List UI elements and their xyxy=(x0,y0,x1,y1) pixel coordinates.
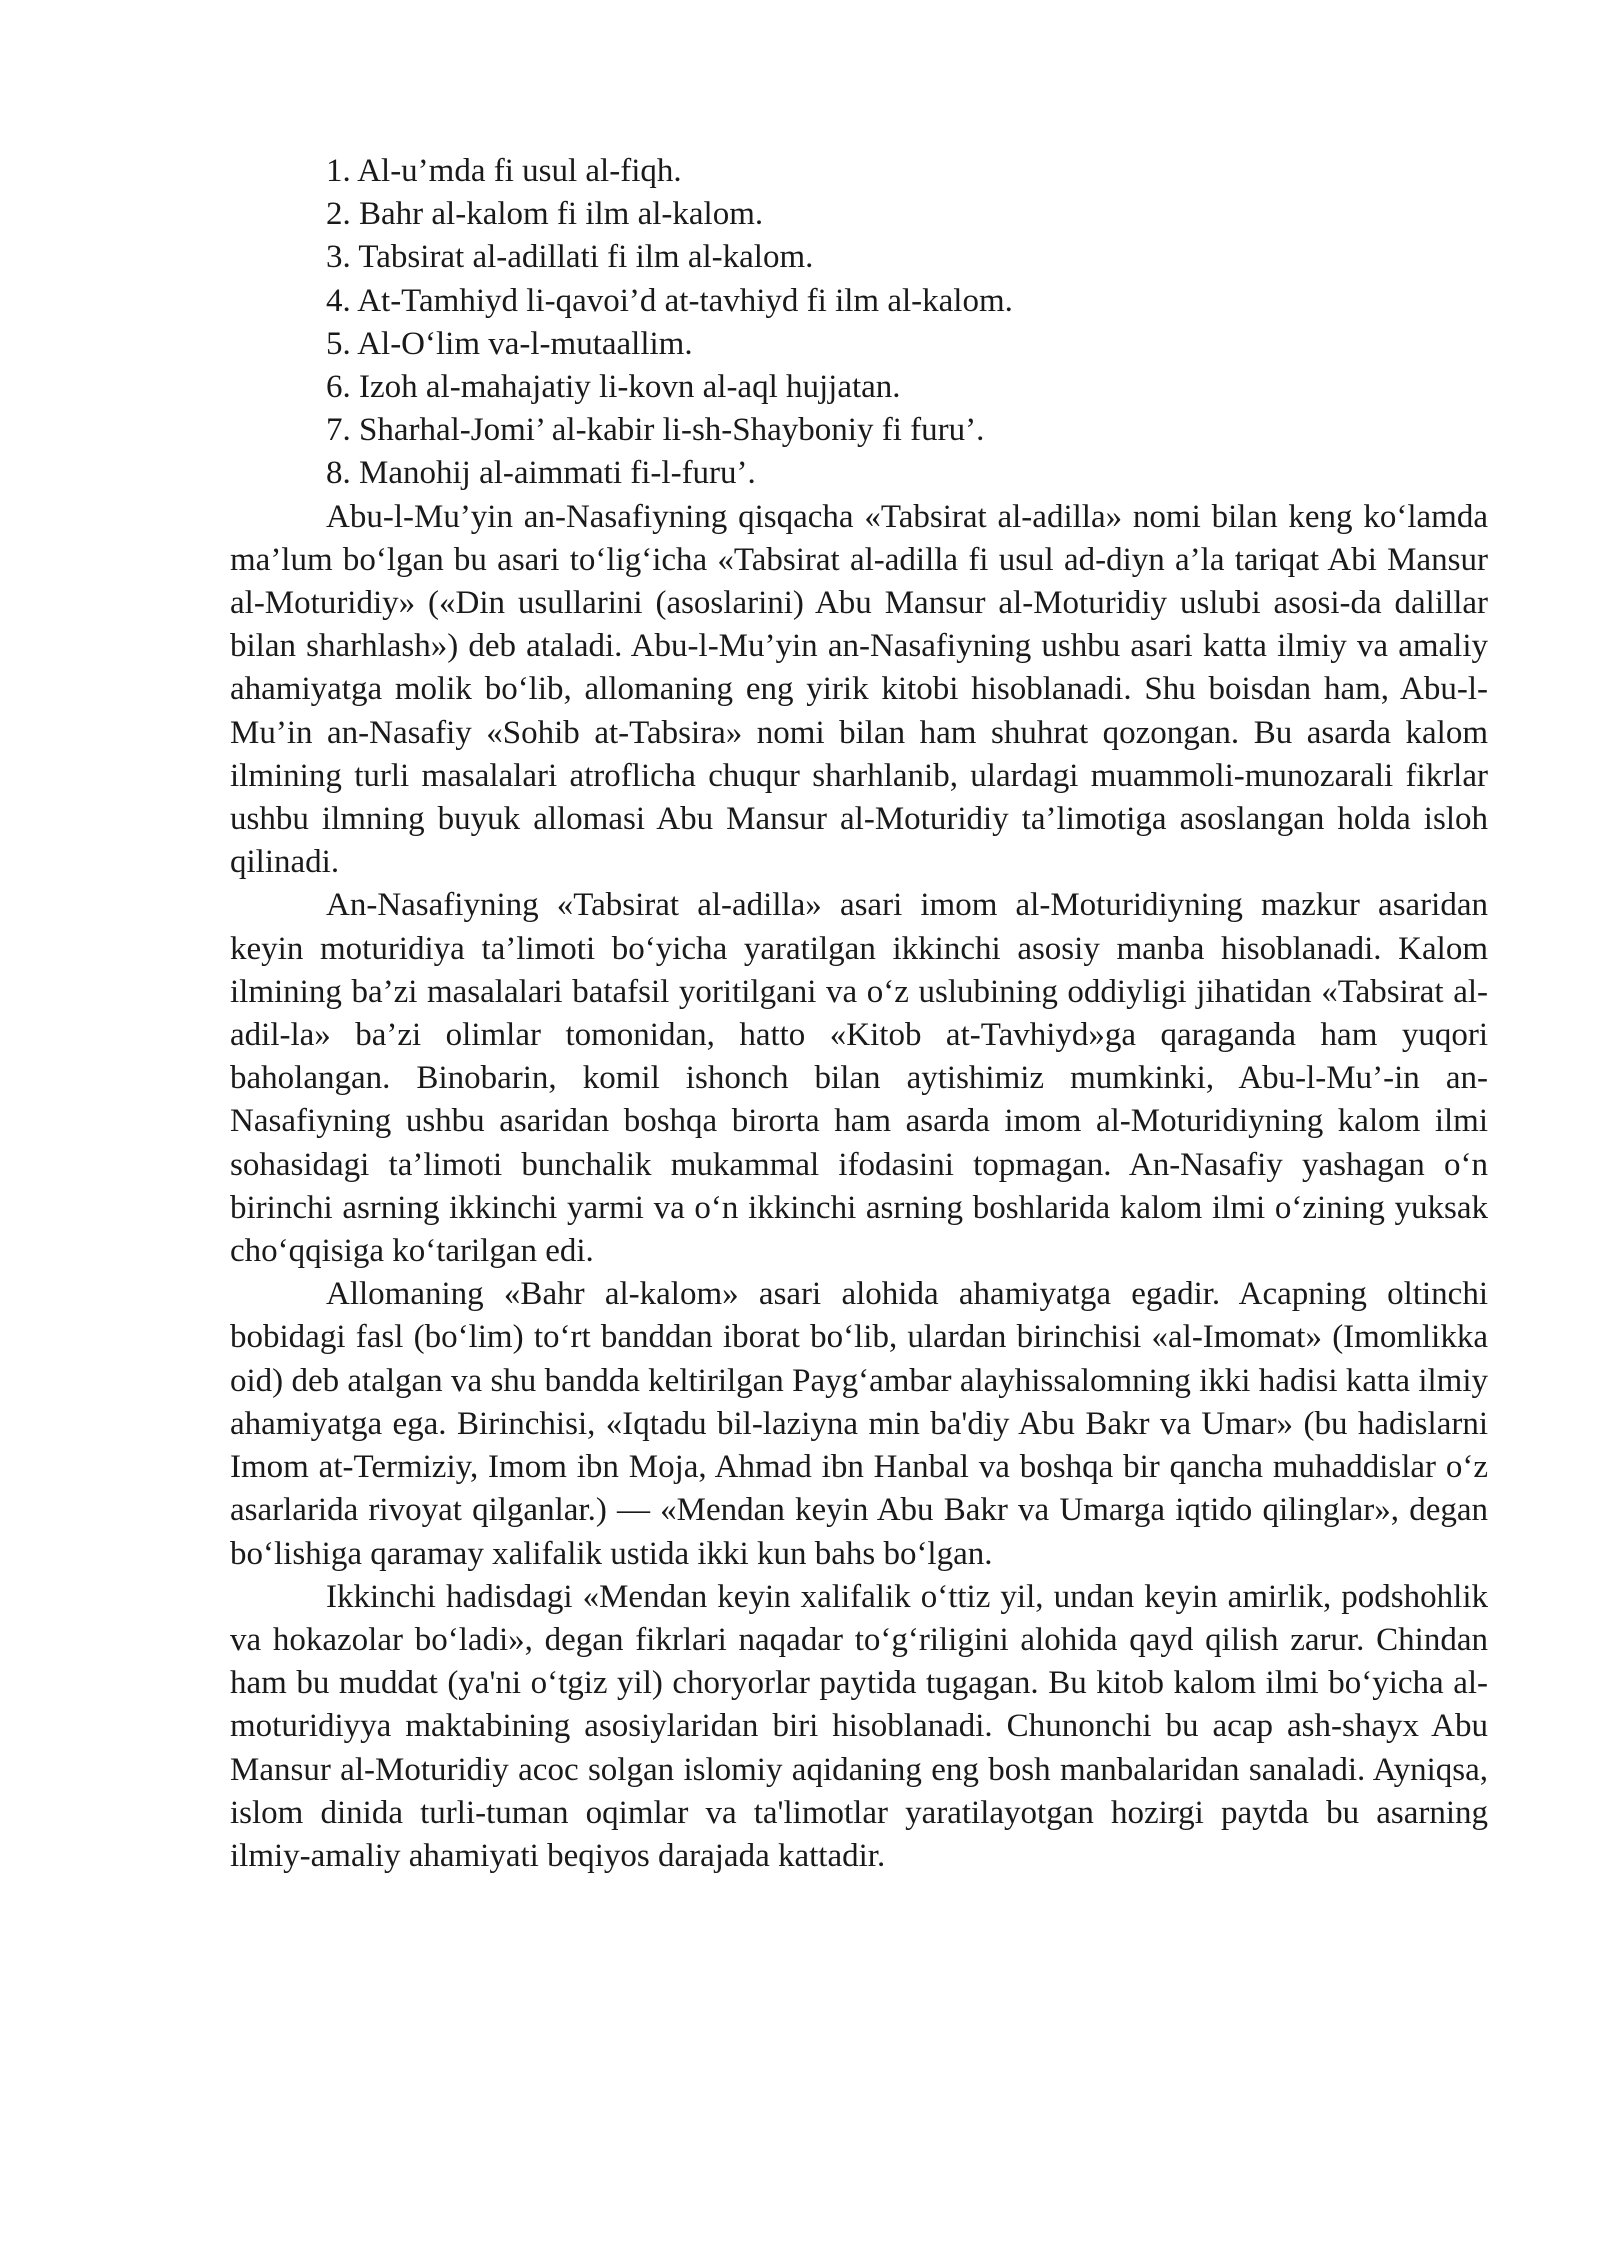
list-item-number: 6. xyxy=(326,369,351,406)
works-list xyxy=(230,150,1488,496)
list-item xyxy=(230,323,1488,366)
paragraph-tabsirat-intro: Abu-l-Mu’yin an-Nasafiyning qisqacha «Tabsirat al-adilla» nomi bilan keng ko‘lamda ma’lum bo‘lgan bu asari to‘lig‘icha «Tabsirat al-adilla fi usul ad-diyn a’la tariqat Abi Mansur al-Moturidiy» («Din usullarini (asoslarini) Abu Mansur al-Moturidiy uslubi asosi-da dalillar bilan sharhlash») deb ataladi. Abu-l-Mu’yin an-Nasafiyning ushbu asari katta ilmiy va amaliy ahamiyatga molik bo‘lib, allomaning eng yirik kitobi hisoblanadi. Shu boisdan ham, Abu-l-Mu’in an-Nasafiy «Sohib at-Tabsira» nomi bilan ham shuhrat qozongan. Bu asarda kalom ilmining turli masalalari atroflicha chuqur sharhlanib, ulardagi muammoli-munozarali fikrlar ushbu ilmning buyuk allomasi Abu Mansur al-Moturidiy ta’limotiga asoslangan holda isloh qilinadi. xyxy=(230,498,1488,881)
list-item-text: Al-u’mda fi usul al-fiqh. xyxy=(357,153,682,189)
list-item xyxy=(230,236,1488,279)
list-item-text: Sharhal-Jomi’ al-kabir li-sh-Shayboniy fi furu’. xyxy=(359,412,985,449)
list-item-number: 1. xyxy=(326,153,351,189)
list-item-number: 7. xyxy=(326,412,351,449)
document-page xyxy=(230,150,1488,1878)
paragraph-tabsirat-significance: An-Nasafiyning «Tabsirat al-adilla» asari imom al-Moturidiyning mazkur asaridan keyin moturidiya ta’limoti bo‘yicha yaratilgan ikkinchi asosiy manba hisoblanadi. Kalom ilmining ba’zi masalalari batafsil yoritilgani va o‘z uslubining oddiyligi jihatidan «Tabsirat al-adil-la» ba’zi olimlar tomonidan, hatto «Kitob at-Tavhiyd»ga qaraganda ham yuqori baholangan. Binobarin, komil ishonch bilan aytishimiz mumkinki, Abu-l-Mu’-in an-Nasafiyning ushbu asaridan boshqa birorta ham asarda imom al-Moturidiyning kalom ilmi sohasidagi ta’limoti bunchalik mukammal ifodasini topmagan. An-Nasafiy yashagan o‘n birinchi asrning ikkinchi yarmi va o‘n ikkinchi asrning boshlarida kalom ilmi o‘zining yuksak cho‘qqisiga ko‘tarilgan edi. xyxy=(230,887,1488,1270)
paragraph-bahr-al-kalom: Allomaning «Bahr al-kalom» asari alohida ahamiyatga egadir. Acapning oltinchi bobidagi fasl (bo‘lim) to‘rt banddan iborat bo‘lib, ulardan birinchisi «al-Imomat» (Imomlikka oid) deb atalgan va shu bandda keltirilgan Payg‘ambar alayhissalomning ikki hadisi katta ilmiy ahamiyatga ega. Birinchisi, «Iqtadu bil-laziyna min ba'diy Abu Bakr va Umar» (bu hadislarni Imom at-Termiziy, Imom ibn Moja, Ahmad ibn Hanbal va boshqa bir qancha muhaddislar o‘z asarlarida rivoyat qilganlar.) — «Mendan keyin Abu Bakr va Umarga iqtido qilinglar», degan bo‘lishiga qaramay xalifalik ustida ikki kun bahs bo‘lgan. xyxy=(230,1276,1488,1572)
list-item xyxy=(230,409,1488,452)
list-item-text: Izoh al-mahajatiy li-kovn al-aql hujjatan. xyxy=(359,369,901,406)
list-item-number: 2. xyxy=(326,196,351,233)
list-item-text: At-Tamhiyd li-qavoi’d at-tavhiyd fi ilm al-kalom. xyxy=(357,282,1013,319)
list-item-number: 8. xyxy=(326,455,351,492)
list-item xyxy=(230,193,1488,236)
list-item-text: Al-O‘lim va-l-mutaallim. xyxy=(357,325,693,362)
list-item-number: 4. xyxy=(326,282,351,319)
list-item xyxy=(230,280,1488,323)
list-item xyxy=(230,366,1488,409)
list-item xyxy=(230,452,1488,495)
list-item-text: Manohij al-aimmati fi-l-furu’. xyxy=(359,455,756,492)
paragraph-second-hadith: Ikkinchi hadisdagi «Mendan keyin xalifalik o‘ttiz yil, undan keyin amirlik, podshohlik va hokazolar bo‘ladi», degan fikrlari naqadar to‘g‘riligini alohida qayd qilish zarur. Chindan ham bu muddat (ya'ni o‘tgiz yil) choryorlar paytida tugagan. Bu kitob kalom ilmi bo‘yicha al-moturidiyya maktabining asosiylaridan biri hisoblanadi. Chunonchi bu acap ash-shayx Abu Mansur al-Moturidiy acoc solgan islomiy aqidaning eng bosh manbalaridan sanaladi. Ayniqsa, islom dinida turli-tuman oqimlar va ta'limotlar yaratilayotgan hozirgi paytda bu asarning ilmiy-amaliy ahamiyati beqiyos darajada kattadir. xyxy=(230,1578,1488,1874)
list-item-number: 5. xyxy=(326,325,351,362)
list-item-text: Bahr al-kalom fi ilm al-kalom. xyxy=(359,196,764,233)
list-item-text: Tabsirat al-adillati fi ilm al-kalom. xyxy=(358,239,814,276)
list-item xyxy=(230,150,1488,193)
list-item-number: 3. xyxy=(326,239,351,276)
